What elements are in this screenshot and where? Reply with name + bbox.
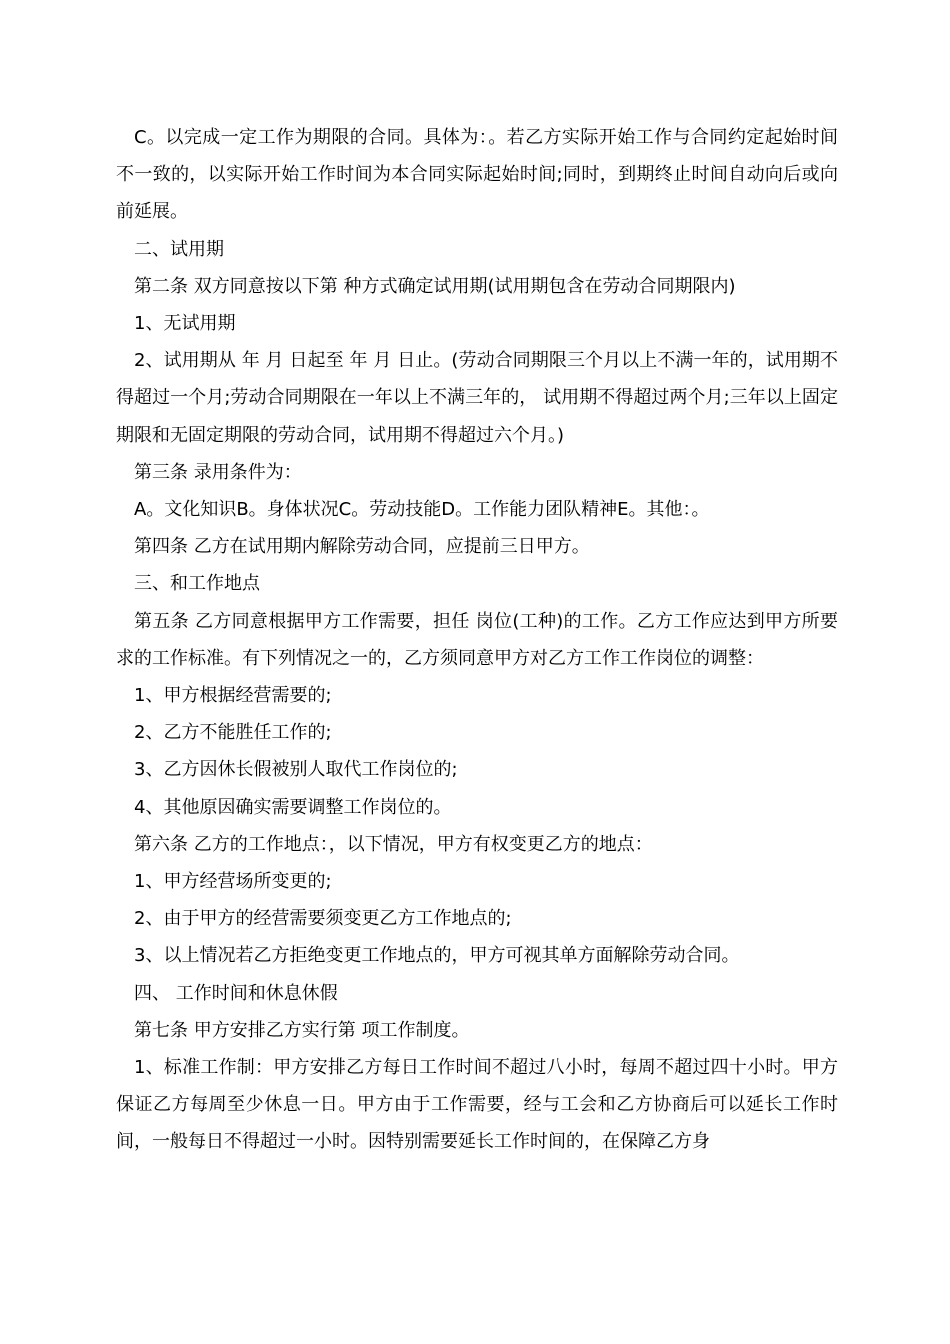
document-body [116,119,838,1161]
list-item: 3、以上情况若乙方拒绝变更工作地点的，甲方可视其单方面解除劳动合同。 [134,945,740,967]
article-7: 第七条 甲方安排乙方实行第 项工作制度。 [134,1019,470,1041]
article-4: 第四条 乙方在试用期内解除劳动合同，应提前三日甲方。 [134,536,590,558]
section-heading-work-location: 三、和工作地点 [134,573,260,595]
list-item: 1、无试用期 [134,313,236,335]
list-item: 1、甲方经营场所变更的; [134,871,332,893]
list-item: 2、乙方不能胜任工作的; [134,722,332,744]
article-5: 第五条 乙方同意根据甲方工作需要，担任 岗位(工种)的工作。乙方工作应达到甲方所要求的工作标准。有下列情况之一的，乙方须同意甲方对乙方工作工作岗位的调整： [116,610,838,669]
list-item: 2、由于甲方的经营需要须变更乙方工作地点的; [134,908,512,930]
section-heading-working-hours: 四、 工作时间和休息休假 [134,982,338,1004]
list-item: 2、试用期从 年 月 日起至 年 月 日止。(劳动合同期限三个月以上不满一年的，试用期不得超过一个月;劳动合同期限在一年以上不满三年的， 试用期不得超过两个月;三年以上固定期限和无固定期限的劳动合同，试用期不得超过六个月。) [116,350,838,446]
list-item: 3、乙方因休长假被别人取代工作岗位的; [134,759,458,781]
paragraph-term-type-c: C。以完成一定工作为期限的合同。具体为：。若乙方实际开始工作与合同约定起始时间不一致的，以实际开始工作时间为本合同实际起始时间;同时，到期终止时间自动向后或向前延展。 [116,127,838,223]
article-6: 第六条 乙方的工作地点：，以下情况，甲方有权变更乙方的地点： [134,833,653,855]
hiring-conditions: A。文化知识B。身体状况C。劳动技能D。工作能力团队精神E。其他：。 [134,499,710,521]
list-item: 4、其他原因确实需要调整工作岗位的。 [134,796,452,818]
list-item: 1、甲方根据经营需要的; [134,685,332,707]
list-item: 1、标准工作制：甲方安排乙方每日工作时间不超过八小时，每周不超过四十小时。甲方保证乙方每周至少休息一日。甲方由于工作需要，经与工会和乙方协商后可以延长工作时间，一般每日不得超过一小时。因特别需要延长工作时间的，在保障乙方身 [116,1057,838,1153]
section-heading-probation: 二、试用期 [134,238,224,260]
article-2: 第二条 双方同意按以下第 种方式确定试用期(试用期包含在劳动合同期限内) [134,275,736,297]
article-3: 第三条 录用条件为： [134,461,302,483]
